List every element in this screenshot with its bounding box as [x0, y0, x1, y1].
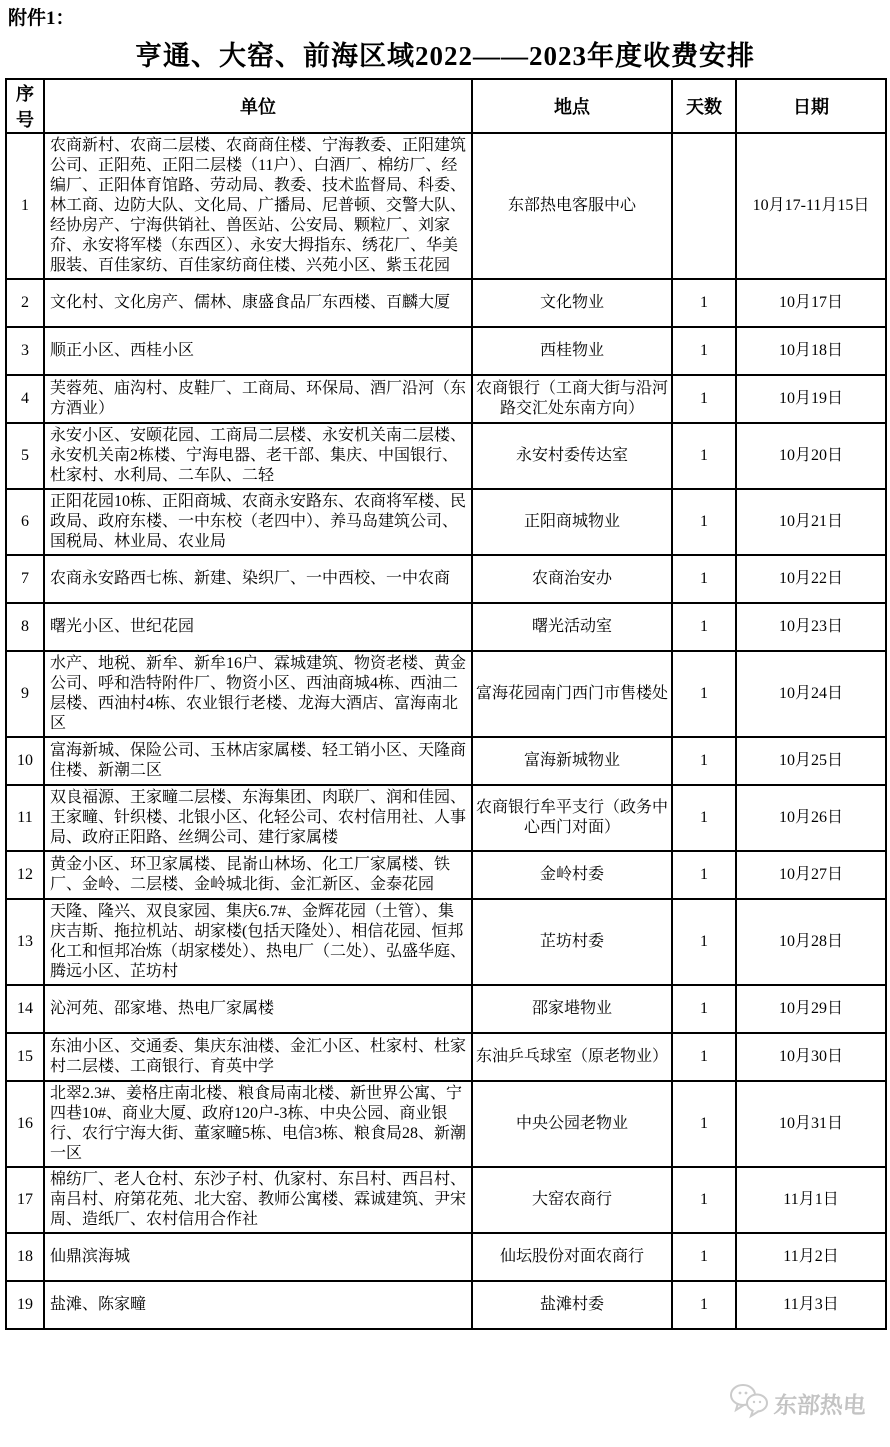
- days-cell: 1: [672, 1033, 736, 1081]
- row-number-cell: 13: [6, 899, 44, 985]
- days-cell: 1: [672, 603, 736, 651]
- date-cell: 11月1日: [736, 1167, 886, 1233]
- location-cell: 邵家塂物业: [472, 985, 672, 1033]
- location-cell: 西桂物业: [472, 327, 672, 375]
- page-title: 亨通、大窑、前海区域2022——2023年度收费安排: [135, 41, 755, 71]
- date-cell: 11月2日: [736, 1233, 886, 1281]
- header-row: [6, 79, 886, 133]
- date-cell: 10月23日: [736, 603, 886, 651]
- location-cell: 富海花园南门西门市售楼处: [472, 651, 672, 737]
- date-cell: 10月21日: [736, 489, 886, 555]
- column-header-location: 地点: [472, 79, 672, 133]
- location-cell: 农商银行牟平支行（政务中心西门对面）: [472, 785, 672, 851]
- date-cell: 10月27日: [736, 851, 886, 899]
- row-number-cell: 10: [6, 737, 44, 785]
- wechat-bubbles-icon: [730, 1383, 770, 1424]
- watermark-text: 东部热电: [772, 1393, 867, 1418]
- table-row: [6, 327, 886, 375]
- date-cell: 10月24日: [736, 651, 886, 737]
- table-row: [6, 489, 886, 555]
- days-cell: 1: [672, 737, 736, 785]
- row-number-cell: 18: [6, 1233, 44, 1281]
- row-number-cell: 14: [6, 985, 44, 1033]
- days-cell: 1: [672, 1167, 736, 1233]
- date-cell: 11月3日: [736, 1281, 886, 1329]
- date-cell: 10月17-11月15日: [736, 133, 886, 279]
- column-header-unit: 单位: [44, 79, 472, 133]
- unit-cell: 农商新村、农商二层楼、农商商住楼、宁海教委、正阳建筑公司、正阳苑、正阳二层楼（11户）、白酒厂、棉纺厂、经编厂、正阳体育馆路、劳动局、教委、技术监督局、科委、林工商、边防大队、文化局、广播局、尼普顿、交警大队、经协房产、宁海供销社、兽医站、公安局、颗粒厂、刘家夼、永安将军楼（东西区）、永安大拇指东、绣花厂、华美服装、百佳家纺、百佳家纺商住楼、兴苑小区、紫玉花园: [44, 133, 472, 279]
- location-cell: 芷坊村委: [472, 899, 672, 985]
- location-cell: 正阳商城物业: [472, 489, 672, 555]
- location-cell: 文化物业: [472, 279, 672, 327]
- unit-cell: 顺正小区、西桂小区: [44, 327, 472, 375]
- days-cell: 1: [672, 651, 736, 737]
- unit-cell: 东油小区、交通委、集庆东油楼、金汇小区、杜家村、杜家村二层楼、工商银行、育英中学: [44, 1033, 472, 1081]
- table-row: [6, 899, 886, 985]
- location-cell: 仙坛股份对面农商行: [472, 1233, 672, 1281]
- unit-cell: 正阳花园10栋、正阳商城、农商永安路东、农商将军楼、民政局、政府东楼、一中东校（老四中）、养马岛建筑公司、国税局、林业局、农业局: [44, 489, 472, 555]
- table-row: [6, 1167, 886, 1233]
- unit-cell: 北翠2.3#、姜格庄南北楼、粮食局南北楼、新世界公寓、宁四巷10#、商业大厦、政府120户-3栋、中央公园、商业银行、农行宁海大街、董家疃5栋、电信3栋、粮食局28、新潮一区: [44, 1081, 472, 1167]
- location-cell: 中央公园老物业: [472, 1081, 672, 1167]
- days-cell: 1: [672, 985, 736, 1033]
- table-row: [6, 1033, 886, 1081]
- fee-schedule-table: [5, 78, 887, 1330]
- table-row: [6, 1081, 886, 1167]
- row-number-cell: 3: [6, 327, 44, 375]
- days-cell: 1: [672, 1233, 736, 1281]
- row-number-cell: 7: [6, 555, 44, 603]
- table-row: [6, 851, 886, 899]
- date-cell: 10月30日: [736, 1033, 886, 1081]
- location-cell: 富海新城物业: [472, 737, 672, 785]
- unit-cell: 芙蓉苑、庙沟村、皮鞋厂、工商局、环保局、酒厂沿河（东方酒业）: [44, 375, 472, 423]
- date-cell: 10月25日: [736, 737, 886, 785]
- unit-cell: 仙鼎滨海城: [44, 1233, 472, 1281]
- unit-cell: 棉纺厂、老人仓村、东沙子村、仇家村、东吕村、西吕村、南吕村、府第花苑、北大窑、教师公寓楼、霖诚建筑、尹宋周、造纸厂、农村信用合作社: [44, 1167, 472, 1233]
- days-cell: 1: [672, 279, 736, 327]
- column-header-date: 日期: [736, 79, 886, 133]
- table-row: [6, 603, 886, 651]
- table-row: [6, 985, 886, 1033]
- days-cell: 1: [672, 899, 736, 985]
- unit-cell: 永安小区、安颐花园、工商局二层楼、永安机关南二层楼、永安机关南2栋楼、宁海电器、老干部、集庆、中国银行、杜家村、水利局、二车队、二轻: [44, 423, 472, 489]
- date-cell: 10月17日: [736, 279, 886, 327]
- days-cell: 1: [672, 423, 736, 489]
- date-cell: 10月20日: [736, 423, 886, 489]
- table-row: [6, 1233, 886, 1281]
- table-row: [6, 133, 886, 279]
- table-row: [6, 279, 886, 327]
- date-cell: 10月26日: [736, 785, 886, 851]
- row-number-cell: 8: [6, 603, 44, 651]
- unit-cell: 沁河苑、邵家塂、热电厂家属楼: [44, 985, 472, 1033]
- date-cell: 10月29日: [736, 985, 886, 1033]
- location-cell: 农商治安办: [472, 555, 672, 603]
- row-number-cell: 4: [6, 375, 44, 423]
- row-number-cell: 17: [6, 1167, 44, 1233]
- date-cell: 10月31日: [736, 1081, 886, 1167]
- row-number-cell: 19: [6, 1281, 44, 1329]
- location-cell: 大窑农商行: [472, 1167, 672, 1233]
- location-cell: 东部热电客服中心: [472, 133, 672, 279]
- days-cell: 1: [672, 851, 736, 899]
- location-cell: 永安村委传达室: [472, 423, 672, 489]
- days-cell: [672, 133, 736, 279]
- date-cell: 10月18日: [736, 327, 886, 375]
- unit-cell: 水产、地税、新牟、新牟16户、霖城建筑、物资老楼、黄金公司、呼和浩特附件厂、物资小区、西油商城4栋、西油二层楼、西油村4栋、农业银行老楼、龙海大酒店、富海南北区: [44, 651, 472, 737]
- row-number-cell: 6: [6, 489, 44, 555]
- unit-cell: 曙光小区、世纪花园: [44, 603, 472, 651]
- unit-cell: 文化村、文化房产、儒林、康盛食品厂东西楼、百麟大厦: [44, 279, 472, 327]
- row-number-cell: 1: [6, 133, 44, 279]
- days-cell: 1: [672, 785, 736, 851]
- column-header-no: 序号: [6, 79, 44, 133]
- attachment-label: 附件1：: [8, 8, 75, 29]
- table-row: [6, 423, 886, 489]
- unit-cell: 双良福源、王家疃二层楼、东海集团、肉联厂、润和佳园、王家疃、针织楼、北银小区、化轻公司、农村信用社、人事局、政府正阳路、丝绸公司、建行家属楼: [44, 785, 472, 851]
- unit-cell: 富海新城、保险公司、玉林店家属楼、轻工销小区、天隆商住楼、新潮二区: [44, 737, 472, 785]
- location-cell: 盐滩村委: [472, 1281, 672, 1329]
- days-cell: 1: [672, 1281, 736, 1329]
- days-cell: 1: [672, 555, 736, 603]
- unit-cell: 天隆、隆兴、双良家园、集庆6.7#、金辉花园（土管）、集庆吉斯、拖拉机站、胡家楼(包括天隆处）、相信花园、恒邦化工和恒邦冶炼（胡家楼处）、热电厂（二处）、弘盛华庭、腾远小区、芷坊村: [44, 899, 472, 985]
- row-number-cell: 16: [6, 1081, 44, 1167]
- location-cell: 金岭村委: [472, 851, 672, 899]
- row-number-cell: 9: [6, 651, 44, 737]
- row-number-cell: 15: [6, 1033, 44, 1081]
- table-row: [6, 1281, 886, 1329]
- table-row: [6, 375, 886, 423]
- watermark: [730, 1383, 888, 1424]
- location-cell: 东油乒乓球室（原老物业）: [472, 1033, 672, 1081]
- row-number-cell: 12: [6, 851, 44, 899]
- unit-cell: 盐滩、陈家疃: [44, 1281, 472, 1329]
- column-header-days: 天数: [672, 79, 736, 133]
- location-cell: 曙光活动室: [472, 603, 672, 651]
- location-cell: 农商银行（工商大街与沿河路交汇处东南方向）: [472, 375, 672, 423]
- fee-table-body: [6, 133, 886, 1329]
- row-number-cell: 2: [6, 279, 44, 327]
- row-number-cell: 11: [6, 785, 44, 851]
- table-row: [6, 785, 886, 851]
- days-cell: 1: [672, 1081, 736, 1167]
- days-cell: 1: [672, 327, 736, 375]
- row-number-cell: 5: [6, 423, 44, 489]
- days-cell: 1: [672, 489, 736, 555]
- date-cell: 10月28日: [736, 899, 886, 985]
- date-cell: 10月19日: [736, 375, 886, 423]
- table-row: [6, 555, 886, 603]
- days-cell: 1: [672, 375, 736, 423]
- unit-cell: 黄金小区、环卫家属楼、昆嵛山林场、化工厂家属楼、铁厂、金岭、二层楼、金岭城北街、金汇新区、金泰花园: [44, 851, 472, 899]
- table-row: [6, 737, 886, 785]
- unit-cell: 农商永安路西七栋、新建、染织厂、一中西校、一中农商: [44, 555, 472, 603]
- date-cell: 10月22日: [736, 555, 886, 603]
- table-row: [6, 651, 886, 737]
